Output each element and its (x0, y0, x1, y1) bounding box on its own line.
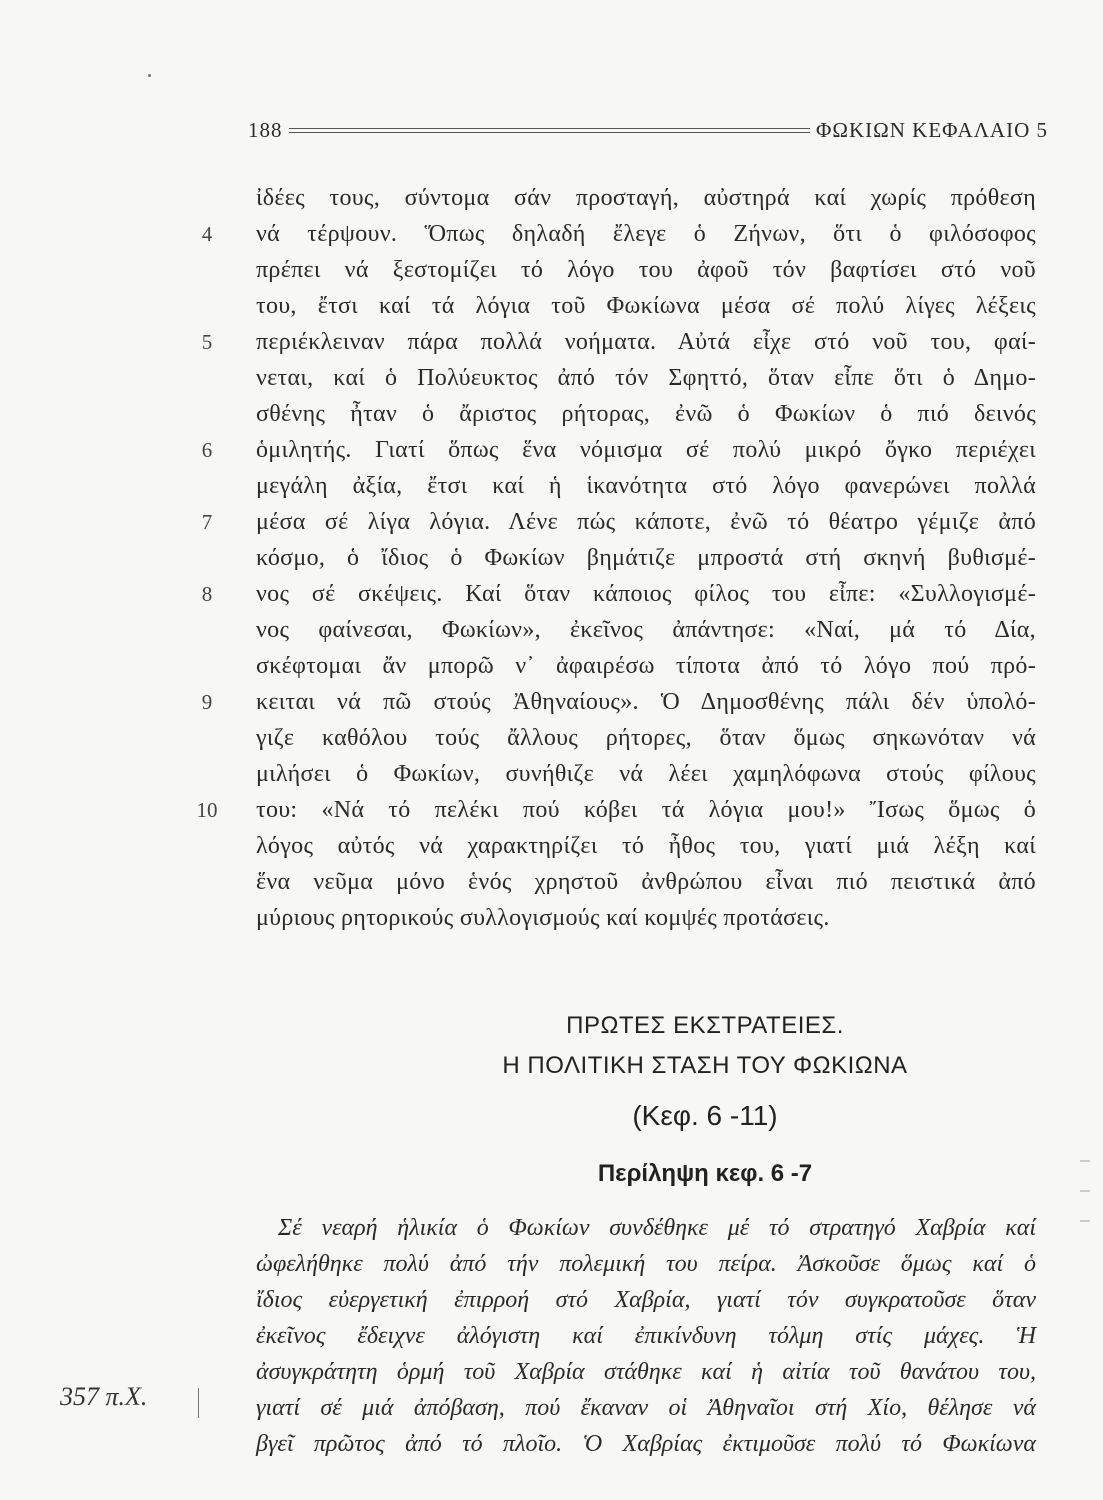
summary-line: γιατί σέ μιά ἀπόβαση, πού ἔκαναν οἱ Ἀθηναῖοι στή Χίο, θέλησε νά (256, 1395, 1036, 1421)
body-line: νος φαίνεσαι, Φωκίων», ἐκεῖνος ἀπάντησε: «Ναί, μά τό Δία, (256, 617, 1036, 643)
margin-number: 5 (201, 330, 213, 354)
body-line: πρέπει νά ξεστομίζει τό λόγο του ἀφοῦ τόν βαφτίσει στό νοῦ (256, 257, 1036, 283)
body-line: μέσα σέ λίγα λόγια. Λένε πώς κάποτε, ἐνῶ τό θέατρο γέμιζε ἀπό (256, 509, 1036, 535)
scan-speck (148, 74, 151, 77)
running-title: ΦΩΚΙΩΝ ΚΕΦΑΛΑΙΟ 5 (816, 117, 1048, 142)
bleed-through-mark (1080, 1220, 1090, 1222)
body-line: ἕνα νεῦμα μόνο ἑνός χρηστοῦ ἀνθρώπου εἶναι πιό πειστικά ἀπό (256, 869, 1036, 895)
side-note-rule (198, 1388, 199, 1418)
body-line: κειται νά πῶ στούς Ἀθηναίους». Ὁ Δημοσθένης πάλι δέν ὑπολό- (256, 689, 1036, 715)
header-rule (289, 128, 811, 133)
margin-number: 9 (201, 690, 213, 714)
margin-number: 4 (201, 222, 213, 246)
body-line: του, ἔτσι καί τά λόγια τοῦ Φωκίωνα μέσα σέ πολύ λίγες λέξεις (256, 293, 1036, 319)
body-line: ὁμιλητής. Γιατί ὅπως ἕνα νόμισμα σέ πολύ μικρό ὄγκο περιέχει (256, 437, 1036, 463)
running-header (248, 116, 1048, 144)
summary-heading: Περίληψη κεφ. 6 -7 (597, 1160, 813, 1187)
side-date-note: 357 π.Χ. (60, 1382, 148, 1411)
body-line: του: «Νά τό πελέκι πού κόβει τά λόγια μου!» Ἴσως ὅμως ὁ (256, 797, 1036, 823)
body-line: νος σέ σκέψεις. Καί ὅταν κάποιος φίλος του εἶπε: «Συλλογισμέ- (256, 581, 1036, 607)
summary-line: βγεῖ πρῶτος ἀπό τό πλοῖο. Ὁ Χαβρίας ἐκτιμοῦσε πολύ τό Φωκίωνα (256, 1431, 1036, 1457)
margin-number: 10 (196, 798, 218, 822)
body-line: σθένης ἦταν ὁ ἄριστος ρήτορας, ἐνῶ ὁ Φωκίων ὁ πιό δεινός (256, 401, 1036, 427)
body-line: λόγος αὐτός νά χαρακτηρίζει τό ἦθος του, γιατί μιά λέξη καί (256, 833, 1036, 859)
body-line: μιλήσει ὁ Φωκίων, συνήθιζε νά λέει χαμηλόφωνα στούς φίλους (256, 761, 1036, 787)
section-title: ΠΡΩΤΕΣ ΕΚΣΤΡΑΤΕΙΕΣ. (566, 1012, 844, 1039)
page-number: 188 (248, 117, 283, 142)
bleed-through-mark (1080, 1190, 1090, 1192)
body-line: μεγάλη ἀξία, ἔτσι καί ἡ ἱκανότητα στό λόγο φανερώνει πολλά (256, 473, 1036, 499)
body-line: γιζε καθόλου τούς ἄλλους ρήτορες, ὅταν ὅμως σηκωνόταν νά (256, 725, 1036, 751)
body-line: νά τέρψουν. Ὅπως δηλαδή ἔλεγε ὁ Ζήνων, ὅτι ὁ φιλόσοφος (256, 221, 1036, 247)
body-line: μύριους ρητορικούς συλλογισμούς καί κομψές προτάσεις. (256, 905, 830, 931)
body-line: περιέκλειναν πάρα πολλά νοήματα. Αὐτά εἶχε στό νοῦ του, φαί- (256, 329, 1036, 355)
margin-number: 6 (201, 438, 213, 462)
summary-line: Σέ νεαρή ἡλικία ὁ Φωκίων συνδέθηκε μέ τό στρατηγό Χαβρία καί (278, 1215, 1036, 1241)
summary-line: ἀσυγκράτητη ὁρμή τοῦ Χαβρία στάθηκε καί ἡ αἰτία τοῦ θανάτου του, (256, 1359, 1036, 1385)
bleed-through-mark (1080, 1160, 1090, 1162)
body-line: νεται, καί ὁ Πολύευκτος ἀπό τόν Σφηττό, ὅταν εἶπε ὅτι ὁ Δημο- (256, 365, 1036, 391)
section-subtitle: Η ΠΟΛΙΤΙΚΗ ΣΤΑΣΗ ΤΟΥ ΦΩΚΙΩΝΑ (502, 1052, 908, 1079)
summary-line: ὠφελήθηκε πολύ ἀπό τήν πολεμική του πείρα. Ἀσκοῦσε ὅμως καί ὁ (256, 1251, 1036, 1277)
body-line: ἰδέες τους, σύντομα σάν προσταγή, αὐστηρά καί χωρίς πρόθεση (256, 185, 1036, 211)
chapter-range: (Κεφ. 6 -11) (632, 1100, 778, 1131)
summary-line: ἴδιος εὐεργετική ἐπιρροή στό Χαβρία, γιατί τόν συγκρατοῦσε ὅταν (256, 1287, 1036, 1313)
summary-line: ἐκεῖνος ἔδειχνε ἀλόγιστη καί ἐπικίνδυνη τόλμη στίς μάχες. Ἡ (256, 1323, 1036, 1349)
body-line: κόσμο, ὁ ἴδιος ὁ Φωκίων βημάτιζε μπροστά στή σκηνή βυθισμέ- (256, 545, 1036, 571)
margin-number: 7 (201, 510, 213, 534)
margin-number: 8 (201, 582, 213, 606)
body-line: σκέφτομαι ἄν μπορῶ ν᾿ ἀφαιρέσω τίποτα ἀπό τό λόγο πού πρό- (256, 653, 1036, 679)
